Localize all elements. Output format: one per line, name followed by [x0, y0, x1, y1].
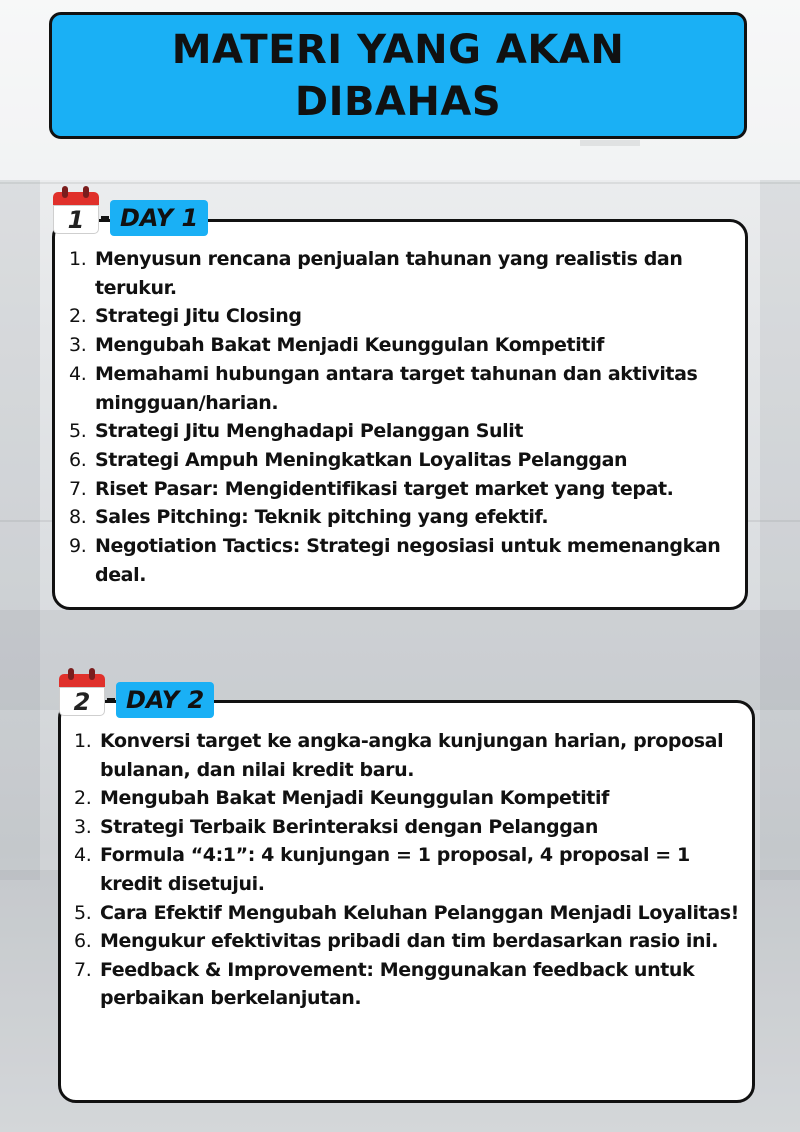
list-item: 4. Formula “4:1”: 4 kunjungan = 1 proposal, 4 proposal = 1 kredit disetujui. — [74, 844, 690, 895]
list-item: 4. Memahami hubungan antara target tahunan dan aktivitas mingguan/harian. — [69, 362, 698, 414]
calendar-number: 2 — [73, 687, 91, 716]
title-banner — [49, 12, 747, 139]
list-item: 5. Strategi Jitu Menghadapi Pelanggan Sulit — [69, 420, 524, 443]
list-item: 9. Negotiation Tactics: Strategi negosiasi untuk memenangkan deal. — [69, 535, 721, 586]
list-item: 2. Strategi Jitu Closing — [69, 305, 302, 328]
list-item: 3. Strategi Terbaik Berinteraksi dengan Pelanggan — [74, 815, 598, 838]
label-connector — [101, 216, 109, 219]
list-item: 7. Riset Pasar: Mengidentifikasi target market yang tepat. — [69, 477, 674, 500]
list-item: 5. Cara Efektif Mengubah Keluhan Pelanggan Menjadi Loyalitas! — [74, 901, 739, 924]
calendar-icon — [59, 672, 105, 716]
list-item: 8. Sales Pitching: Teknik pitching yang efektif. — [69, 506, 549, 529]
day-1-label: DAY 1 — [110, 200, 208, 236]
list-item: 1. Menyusun rencana penjualan tahunan yang realistis dan terukur. — [69, 248, 683, 299]
list-item: 6. Strategi Ampuh Meningkatkan Loyalitas Pelanggan — [69, 448, 628, 471]
list-item: 6. Mengukur efektivitas pribadi dan tim berdasarkan rasio ini. — [74, 930, 719, 953]
list-item: 3. Mengubah Bakat Menjadi Keunggulan Kompetitif — [69, 334, 604, 357]
label-connector — [107, 698, 115, 701]
calendar-icon — [53, 190, 99, 234]
calendar-number: 1 — [67, 205, 85, 234]
list-item: 2. Mengubah Bakat Menjadi Keunggulan Kompetitif — [74, 787, 609, 810]
page-title-line-2: DIBAHAS — [294, 78, 502, 125]
day-1-topic-list — [69, 245, 741, 589]
day-2-topic-list — [74, 727, 739, 1013]
list-item: 1. Konversi target ke angka-angka kunjungan harian, proposal bulanan, dan nilai kredit baru. — [74, 730, 724, 781]
list-item: 7. Feedback & Improvement: Menggunakan feedback untuk perbaikan berkelanjutan. — [74, 958, 695, 1010]
page-title-line-1: MATERI YANG AKAN — [171, 26, 625, 73]
day-2-label: DAY 2 — [116, 682, 214, 718]
